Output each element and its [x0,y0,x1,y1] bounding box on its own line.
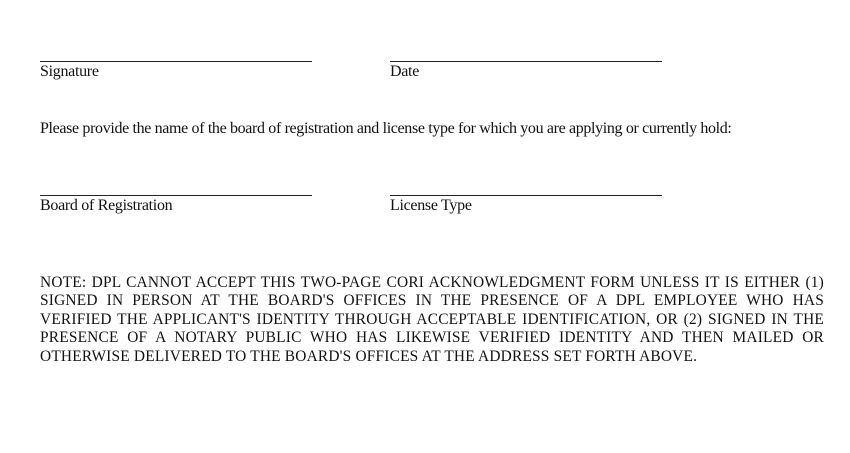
date-label: Date [390,63,420,80]
note-paragraph: NOTE: DPL CANNOT ACCEPT THIS TWO-PAGE CORI ACKNOWLEDGMENT FORM UNLESS IT IS EITHER (1) SIGNED IN PERSON AT THE BOARD'S OFFICES IN THE PRESENCE OF A DPL EMPLOYEE WHO HAS VERIFIED THE APPLICANT'S IDENTITY THROUGH ACCEPTABLE IDENTIFICATION, OR (2) SIGNED IN THE PRESENCE OF A NOTARY PUBLIC WHO HAS LIKEWISE VERIFIED IDENTITY AND THEN MAILED OR OTHERWISE DELIVERED TO THE BOARD'S OFFICES AT THE ADDRESS SET FORTH ABOVE. [40,274,824,365]
license-type-field[interactable] [390,185,690,215]
date-line[interactable] [390,51,662,62]
board-of-registration-field[interactable] [40,185,340,215]
license-type-label: License Type [390,197,472,214]
signature-label: Signature [40,63,99,80]
signature-line[interactable] [40,51,312,62]
signature-field[interactable] [40,51,340,81]
board-license-prompt: Please provide the name of the board of registration and license type for which you are applying or currently hold: [40,120,732,137]
board-of-registration-label: Board of Registration [40,197,173,214]
board-of-registration-line[interactable] [40,185,312,196]
date-field[interactable] [390,51,690,81]
license-type-line[interactable] [390,185,662,196]
